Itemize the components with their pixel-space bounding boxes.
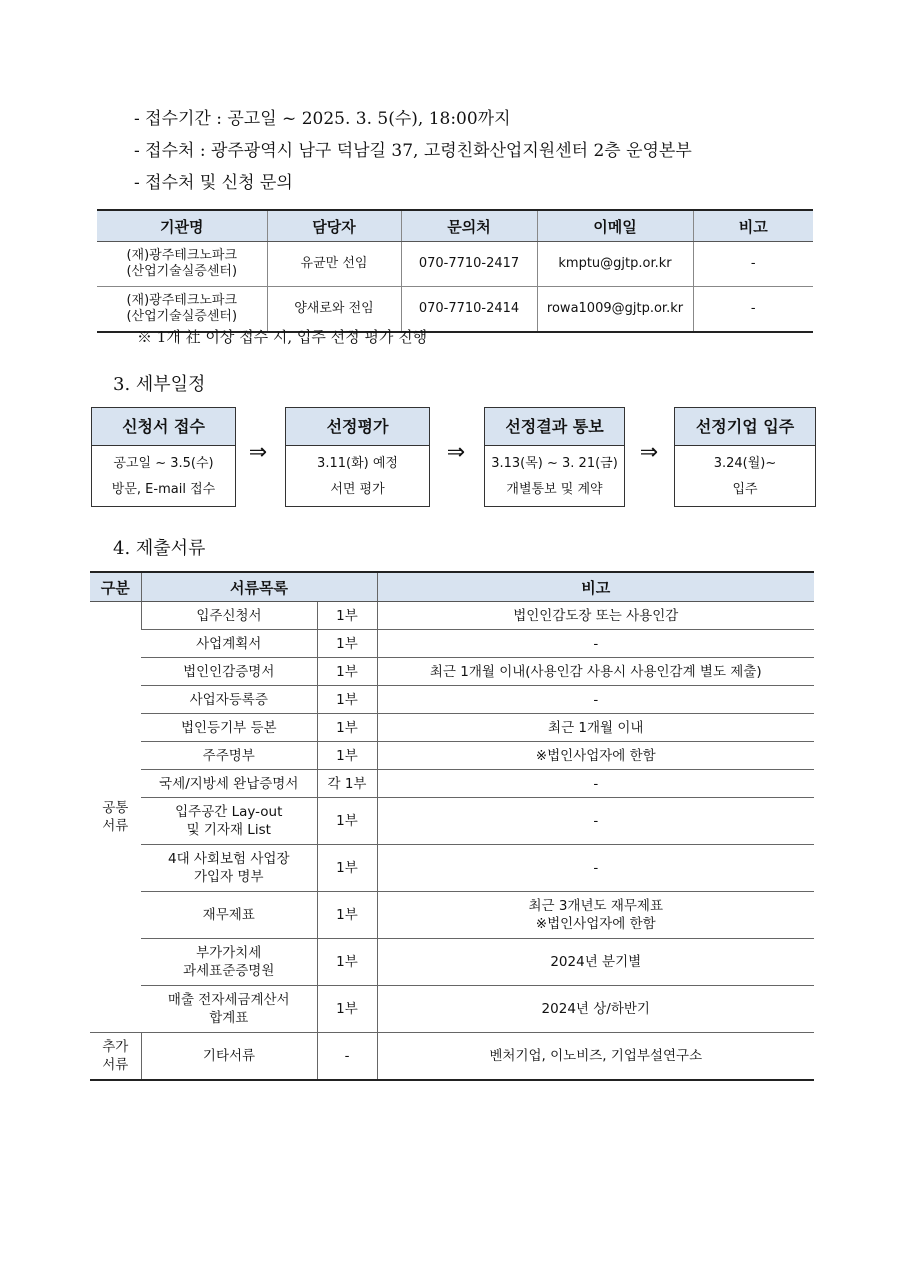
- table-row: [90, 1033, 814, 1081]
- doc-count: 1부: [317, 602, 377, 630]
- doc-count: 1부: [317, 686, 377, 714]
- evaluation-note: ※ 1개 社 이상 접수 시, 입주 선정 평가 진행: [137, 328, 428, 346]
- doc-name: 입주신청서: [141, 602, 317, 630]
- schedule-step-notification: 선정결과 통보 3.13(목) ~ 3. 21(금) 개별통보 및 계약: [484, 407, 625, 507]
- table-row: [90, 770, 814, 798]
- header-org: 기관명: [97, 210, 267, 242]
- doc-remark: -: [377, 798, 814, 845]
- header-doc-list: 서류목록: [141, 572, 377, 602]
- doc-name: 법인등기부 등본: [141, 714, 317, 742]
- doc-name: 기타서류: [141, 1033, 317, 1081]
- person-cell: 유균만 선임: [267, 242, 401, 287]
- doc-name: 입주공간 Lay-out 및 기자재 List: [141, 798, 317, 845]
- doc-name: 4대 사회보험 사업장 가입자 명부: [141, 845, 317, 892]
- header-doc-remark: 비고: [377, 572, 814, 602]
- table-row: [90, 658, 814, 686]
- org-cell: (재)광주테크노파크 (산업기술실증센터): [97, 287, 267, 333]
- table-row: [97, 242, 813, 287]
- phone-cell: 070-7710-2414: [401, 287, 537, 333]
- doc-count: 각 1부: [317, 770, 377, 798]
- table-row: [90, 630, 814, 658]
- table-row: [90, 892, 814, 939]
- documents-table: [90, 571, 814, 1081]
- doc-count: 1부: [317, 939, 377, 986]
- table-row: [90, 686, 814, 714]
- reception-period: - 접수기간 : 공고일 ~ 2025. 3. 5(수), 18:00까지: [134, 109, 511, 129]
- person-cell: 양새로와 전임: [267, 287, 401, 333]
- header-remark: 비고: [693, 210, 813, 242]
- table-row: [90, 742, 814, 770]
- doc-count: 1부: [317, 742, 377, 770]
- doc-remark: 최근 1개월 이내(사용인감 사용시 사용인감계 별도 제출): [377, 658, 814, 686]
- doc-remark: -: [377, 770, 814, 798]
- doc-remark: 법인인감도장 또는 사용인감: [377, 602, 814, 630]
- doc-name: 법인인감증명서: [141, 658, 317, 686]
- group-extra: 추가 서류: [90, 1033, 141, 1081]
- doc-remark: -: [377, 845, 814, 892]
- arrow-icon: ⇒: [248, 440, 268, 465]
- schedule-title: 3. 세부일정: [113, 374, 206, 395]
- schedule-step-evaluation: 선정평가 3.11(화) 예정 서면 평가: [285, 407, 430, 507]
- doc-remark: ※법인사업자에 한함: [377, 742, 814, 770]
- header-email: 이메일: [537, 210, 693, 242]
- doc-remark: 2024년 분기별: [377, 939, 814, 986]
- remark-cell: -: [693, 287, 813, 333]
- doc-remark: 최근 3개년도 재무제표 ※법인사업자에 한함: [377, 892, 814, 939]
- doc-name: 사업계획서: [141, 630, 317, 658]
- doc-name: 국세/지방세 완납증명서: [141, 770, 317, 798]
- table-row: [90, 798, 814, 845]
- email-cell: kmptu@gjtp.or.kr: [537, 242, 693, 287]
- contacts-table: [97, 209, 813, 333]
- table-row: [90, 986, 814, 1033]
- schedule-step-application: 신청서 접수 공고일 ~ 3.5(수) 방문, E-mail 접수: [91, 407, 236, 507]
- table-row: [90, 845, 814, 892]
- doc-name: 주주명부: [141, 742, 317, 770]
- phone-cell: 070-7710-2417: [401, 242, 537, 287]
- reception-info: [134, 104, 692, 200]
- header-person: 담당자: [267, 210, 401, 242]
- doc-count: 1부: [317, 658, 377, 686]
- group-common: 공통 서류: [90, 602, 141, 1033]
- table-row: [90, 939, 814, 986]
- arrow-icon: ⇒: [446, 440, 466, 465]
- doc-name: 매출 전자세금계산서 합계표: [141, 986, 317, 1033]
- reception-place: - 접수처 : 광주광역시 남구 덕남길 37, 고령친화산업지원센터 2층 운영본부: [134, 141, 692, 161]
- documents-header-row: [90, 572, 814, 602]
- doc-count: -: [317, 1033, 377, 1081]
- doc-remark: -: [377, 686, 814, 714]
- doc-name: 재무제표: [141, 892, 317, 939]
- doc-remark: 2024년 상/하반기: [377, 986, 814, 1033]
- reception-inquiry: - 접수처 및 신청 문의: [134, 173, 293, 193]
- documents-title: 4. 제출서류: [113, 538, 206, 559]
- doc-name: 부가가치세 과세표준증명원: [141, 939, 317, 986]
- contacts-header-row: [97, 210, 813, 242]
- doc-count: 1부: [317, 798, 377, 845]
- doc-name: 사업자등록증: [141, 686, 317, 714]
- header-category: 구분: [90, 572, 141, 602]
- doc-count: 1부: [317, 892, 377, 939]
- org-cell: (재)광주테크노파크 (산업기술실증센터): [97, 242, 267, 287]
- table-row: [90, 602, 814, 630]
- arrow-icon: ⇒: [639, 440, 659, 465]
- table-row: [90, 714, 814, 742]
- email-cell: rowa1009@gjtp.or.kr: [537, 287, 693, 333]
- doc-remark: 최근 1개월 이내: [377, 714, 814, 742]
- doc-count: 1부: [317, 845, 377, 892]
- doc-count: 1부: [317, 630, 377, 658]
- doc-remark: 벤처기업, 이노비즈, 기업부설연구소: [377, 1033, 814, 1081]
- doc-remark: -: [377, 630, 814, 658]
- doc-count: 1부: [317, 986, 377, 1033]
- doc-count: 1부: [317, 714, 377, 742]
- header-phone: 문의처: [401, 210, 537, 242]
- remark-cell: -: [693, 242, 813, 287]
- schedule-step-move-in: 선정기업 입주 3.24(월)~ 입주: [674, 407, 816, 507]
